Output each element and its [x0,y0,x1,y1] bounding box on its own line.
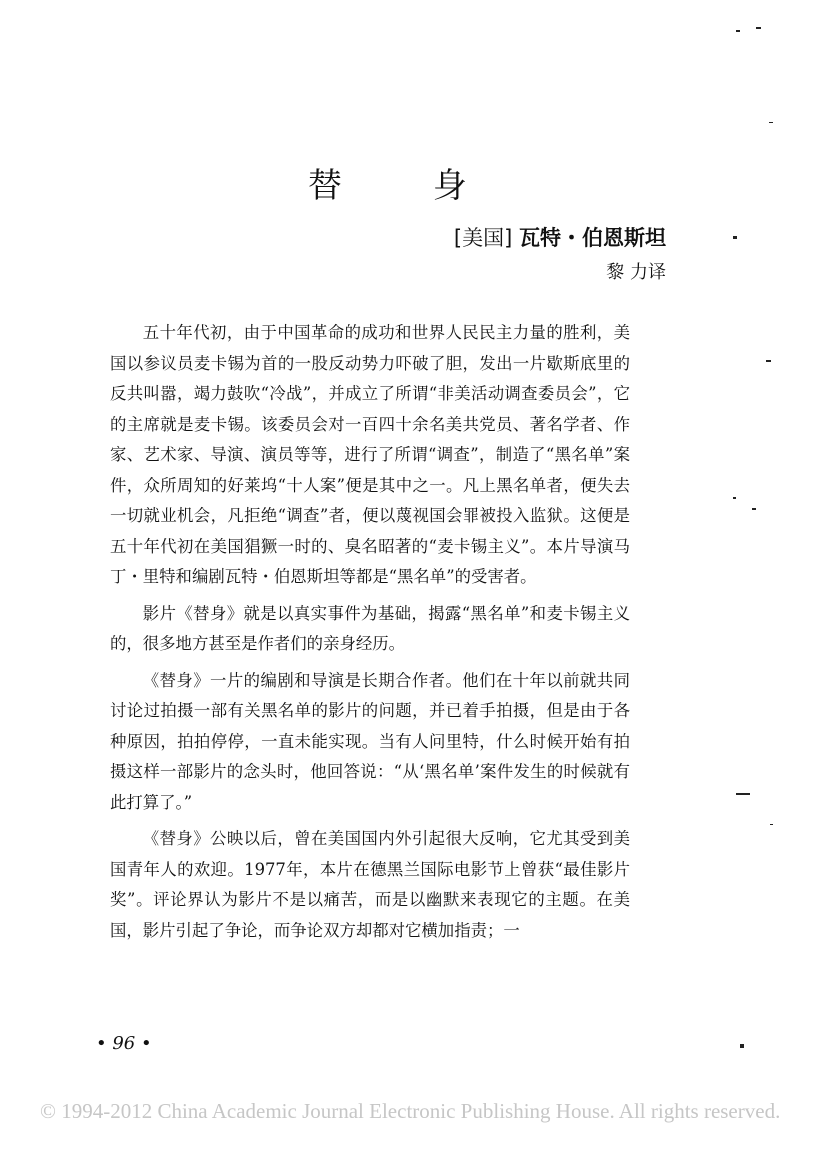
author-name: 瓦特・伯恩斯坦 [519,226,666,250]
article-title: 替 身 [308,166,507,206]
paragraph: 影片《替身》就是以真实事件为基础，揭露“黑名单”和麦卡锡主义的，很多地方甚至是作者们的亲身经历。 [110,603,630,653]
translator-credit: 黎 力译 [606,262,666,283]
scan-speck [736,30,740,32]
scan-speck [736,793,750,795]
paragraph: 《替身》一片的编剧和导演是长期合作者。他们在十年以前就共同讨论过拍摄一部有关黑名单的影片的问题，并已着手拍摄，但是由于各种原因，拍拍停停，一直未能实现。当有人问里特，什么时候开始有拍摄这样一部影片的念头时，他回答说：“从‘黑名单’案件发生的时候就有此打算了。” [110,670,630,812]
scan-speck [733,236,737,239]
paragraph: 五十年代初，由于中国革命的成功和世界人民民主力量的胜利，美国以参议员麦卡锡为首的一股反动势力吓破了胆，发出一片歇斯底里的反共叫嚣，竭力鼓吹“冷战”，并成立了所谓“非美活动调查委员会”，它的主席就是麦卡锡。该委员会对一百四十余名美共党员、著名学者、作家、艺术家、导演、演员等等，进行了所谓“调查”，制造了“黑名单”案件，众所周知的好莱坞“十人案”便是其中之一。凡上黑名单者，便失去一切就业机会，凡拒绝“调查”者，便以蔑视国会罪被投入监狱。这便是五十年代初在美国猖獗一时的、臭名昭著的“麦卡锡主义”。本片导演马丁・里特和编剧瓦特・伯恩斯坦等都是“黑名单”的受害者。 [110,323,630,586]
author-country: [美国] [453,226,513,250]
scan-speck [769,122,773,123]
scan-speck [770,824,773,825]
author-line [454,222,666,252]
copyright-notice: © 1994-2012 China Academic Journal Electronic Publishing House. All rights reserved. [40,1099,781,1123]
scan-speck [740,1044,744,1048]
scan-speck [752,508,756,510]
scan-speck [756,27,761,29]
paragraph: 《替身》公映以后，曾在美国国内外引起很大反响，它尤其受到美国青年人的欢迎。1977年，本片在德黑兰国际电影节上曾获“最佳影片奖”。评论界认为影片不是以痛苦，而是以幽默来表现它的主题。在美国，影片引起了争论，而争论双方却都对它横加指责；一 [110,829,630,940]
scan-speck [733,497,736,499]
article-body [110,318,630,952]
page-number: • 96 • [96,1033,152,1054]
scan-speck [766,360,771,362]
